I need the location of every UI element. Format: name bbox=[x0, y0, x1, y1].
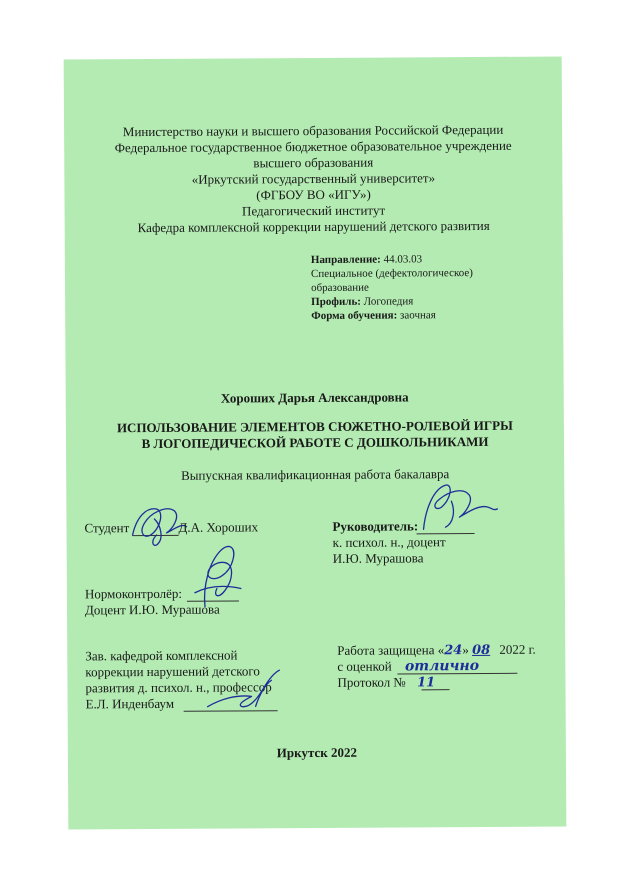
supervisor-signature bbox=[411, 477, 501, 538]
institution-type-line: Федеральное государственное бюджетное образовательное учреждение bbox=[114, 137, 512, 156]
profile-line bbox=[311, 296, 413, 308]
study-form-label: Форма обучения: bbox=[311, 309, 398, 323]
thesis-title-line-1: ИСПОЛЬЗОВАНИЕ ЭЛЕМЕНТОВ СЮЖЕТНО-РОЛЕВОЙ ИГРЫ bbox=[116, 417, 513, 436]
study-form-value: заочная bbox=[399, 309, 436, 322]
grade-value: отлично bbox=[404, 658, 480, 675]
student-label: Студент bbox=[84, 520, 130, 536]
grade-label: с оценкой bbox=[337, 658, 392, 674]
head-name: Е.Л. Инденбаум bbox=[85, 695, 175, 712]
direction-code: 44.03.03 bbox=[383, 253, 423, 266]
defense-year: 2022 г. bbox=[499, 641, 536, 657]
education-level-line: высшего образования bbox=[253, 154, 374, 171]
grade-underline bbox=[397, 673, 517, 675]
student-name: Д.А. Хороших bbox=[178, 519, 259, 535]
defense-month: 08 bbox=[472, 642, 491, 659]
author-name: Хороших Дарья Александровна bbox=[220, 389, 409, 406]
supervisor-degree: к. психол. н., доцент bbox=[332, 534, 446, 550]
profile-label: Профиль: bbox=[311, 295, 361, 309]
study-form-line bbox=[311, 310, 436, 322]
head-line-3: развития д. психол. н., профессор bbox=[85, 679, 272, 696]
direction-name-2: образование bbox=[311, 281, 369, 295]
protocol-label: Протокол № bbox=[337, 674, 406, 690]
supervisor-label: Руководитель: bbox=[332, 518, 419, 534]
university-name: «Иркутский государственный университет» bbox=[191, 170, 436, 187]
direction-name-1: Специальное (дефектологическое) bbox=[310, 267, 473, 281]
work-type: Выпускная квалификационная работа бакалавра bbox=[181, 466, 450, 483]
institute-name: Педагогический институт bbox=[241, 202, 386, 219]
document-page bbox=[64, 56, 567, 829]
profile-value: Логопедия bbox=[363, 295, 414, 308]
protocol-underline bbox=[422, 689, 450, 690]
supervisor-name: И.Ю. Мурашова bbox=[332, 550, 424, 566]
protocol-line bbox=[337, 675, 435, 690]
defense-prefix: Работа защищена « bbox=[337, 642, 445, 658]
head-line-2: коррекции нарушений детского bbox=[85, 663, 260, 680]
thesis-title-line-2: В ЛОГОПЕДИЧЕСКОЙ РАБОТЕ С ДОШКОЛЬНИКАМИ bbox=[141, 433, 489, 452]
head-line-1: Зав. кафедрой комплексной bbox=[85, 647, 238, 664]
normcontrol-label: Нормоконтролёр: bbox=[84, 585, 183, 602]
direction-line bbox=[311, 254, 422, 266]
direction-label: Направление: bbox=[310, 253, 381, 267]
department-name: Кафедра комплексной коррекции нарушений детского развития bbox=[137, 217, 490, 236]
ministry-line: Министерство науки и высшего образования Российской Федерации bbox=[122, 121, 504, 140]
defense-day: 24 bbox=[444, 643, 463, 659]
city-year: Иркутск 2022 bbox=[276, 744, 358, 761]
normcontrol-name: Доцент И.Ю. Мурашова bbox=[84, 601, 220, 618]
grade-line bbox=[337, 659, 479, 674]
protocol-value: 11 bbox=[417, 675, 436, 691]
defense-line bbox=[337, 643, 536, 658]
university-abbr: (ФГБОУ ВО «ИГУ») bbox=[256, 186, 371, 203]
defense-middle: » bbox=[462, 642, 473, 658]
head-signature bbox=[197, 658, 287, 719]
